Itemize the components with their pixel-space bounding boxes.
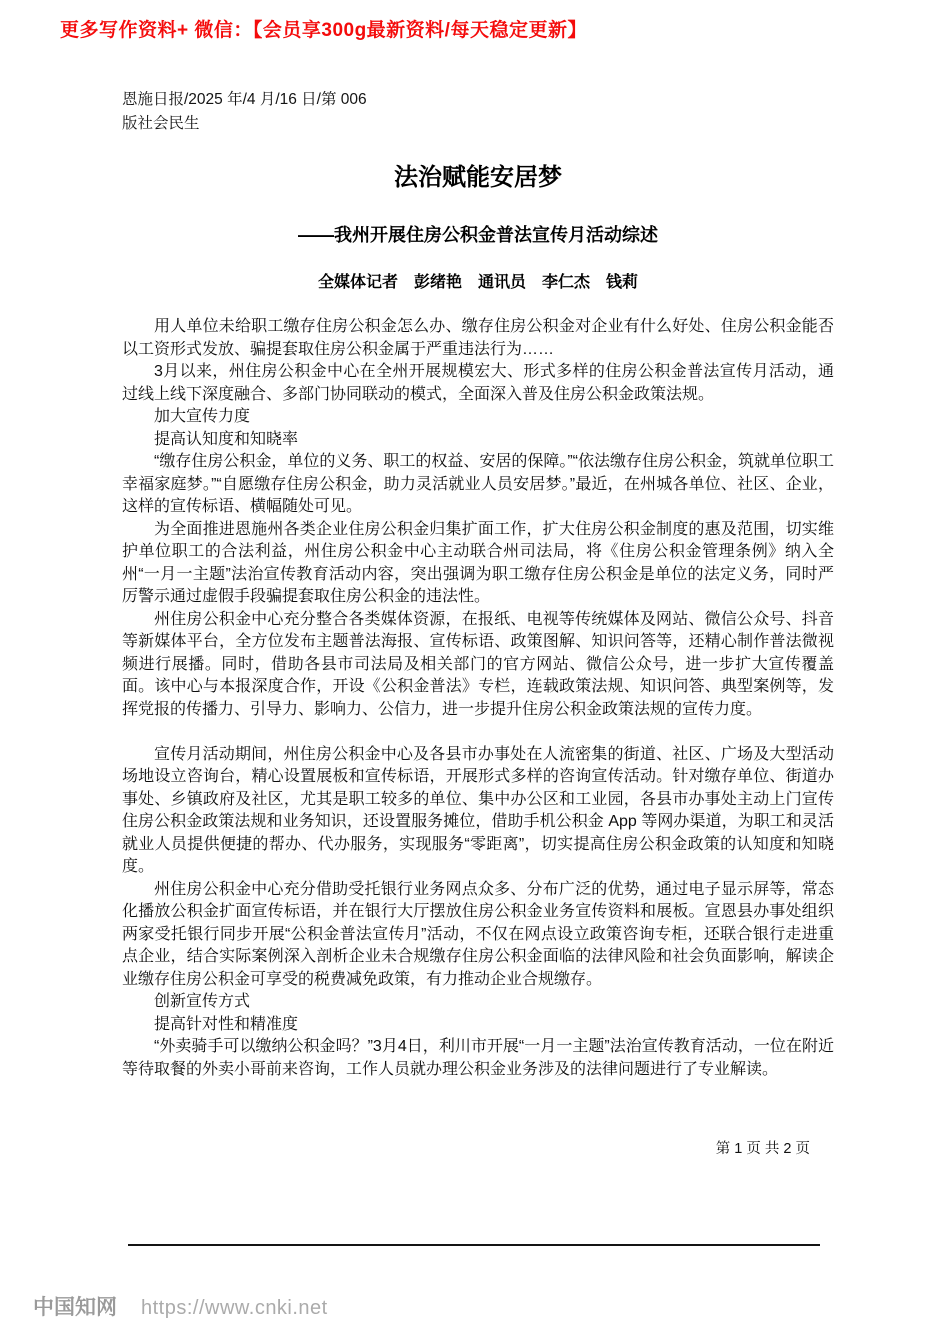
article-paragraph xyxy=(122,721,834,744)
source-info xyxy=(122,88,834,136)
article-paragraph: “缴存住房公积金，单位的义务、职工的权益、安居的保障。”“依法缴存住房公积金，筑就单位职工幸福家庭梦。”“自愿缴存住房公积金，助力灵活就业人员安居梦。”最近，在州城各单位、社区、企业，这样的宣传标语、横幅随处可见。 xyxy=(122,453,834,515)
article-byline: 全媒体记者 彭绪艳 通讯员 李仁杰 钱莉 xyxy=(317,274,638,291)
article-subtitle: ——我州开展住房公积金普法宣传月活动综述 xyxy=(298,225,658,245)
article-body xyxy=(122,316,834,1081)
article-paragraph: 州住房公积金中心充分借助受托银行业务网点众多、分布广泛的优势，通过电子显示屏等，常态化播放公积金扩面宣传标语，并在银行大厅摆放住房公积金业务宣传资料和展板。宣恩县办事处组织两家受托银行同步开展“公积金普法宣传月”活动，不仅在网点设立政策咨询专柜，还联合银行走进重点企业，结合实际案例深入剖析企业未合规缴存住房公积金面临的法律风险和社会负面影响，解读企业缴存住房公积金可享受的税费减免政策，有力推动企业合规缴存。 xyxy=(122,880,834,988)
article-paragraph: 提高针对性和精准度 xyxy=(154,1015,299,1033)
article-paragraph: 提高认知度和知晓率 xyxy=(154,430,299,448)
article-paragraph: 为全面推进恩施州各类企业住房公积金归集扩面工作，扩大住房公积金制度的惠及范围，切实维护单位职工的合法利益，州住房公积金中心主动联合州司法局，将《住房公积金管理条例》纳入全州“一月一主题”法治宣传教育活动内容，突出强调为职工缴存住房公积金是单位的法定义务，同时严厉警示通过虚假手段骗提套取住房公积金的违法性。 xyxy=(122,520,834,605)
footer-divider xyxy=(128,1244,820,1246)
article-paragraph: 州住房公积金中心充分整合各类媒体资源，在报纸、电视等传统媒体及网站、微信公众号、抖音等新媒体平台，全方位发布主题普法海报、宣传标语、政策图解、知识问答等，还精心制作普法微视频进行展播。同时，借助各县市司法局及相关部门的官方网站、微信公众号，进一步扩大宣传覆盖面。该中心与本报深度合作，开设《公积金普法》专栏，连载政策法规、知识问答、典型案例等，发挥党报的传播力、引导力、影响力、公信力，进一步提升住房公积金政策法规的宣传力度。 xyxy=(122,610,834,718)
article-paragraph: “外卖骑手可以缴纳公积金吗？”3月4日，利川市开展“一月一主题”法治宣传教育活动，一位在附近等待取餐的外卖小哥前来咨询，工作人员就办理公积金业务涉及的法律问题进行了专业解读。 xyxy=(122,1038,834,1078)
article-paragraph: 3月以来，州住房公积金中心在全州开展规模宏大、形式多样的住房公积金普法宣传月活动，通过线上线下深度融合、多部门协同联动的模式，全面深入普及住房公积金政策法规。 xyxy=(122,363,834,403)
article-paragraph: 宣传月活动期间，州住房公积金中心及各县市办事处在人流密集的街道、社区、广场及大型活动场地设立咨询台，精心设置展板和宣传标语，开展形式多样的咨询宣传活动。针对缴存单位、街道办事处、乡镇政府及社区，尤其是职工较多的单位、集中办公区和工业园，各县市办事处主动上门宣传住房公积金政策法规和业务知识，还设置服务摊位，借助手机公积金 App 等网办渠道，为职工和灵活就业人员提供便捷的帮办、代办服务，实现服务“零距离”，切实提高住房公积金政策的认知度和知晓度。 xyxy=(122,745,834,875)
page-indicator: 第 1 页 共 2 页 xyxy=(715,1141,810,1157)
cnki-url-text: https://www.cnki.net xyxy=(141,1297,328,1319)
source-line-2: 版社会民生 xyxy=(122,115,200,132)
article-paragraph: 加大宣传力度 xyxy=(154,408,251,425)
promo-banner: 更多写作资料+ 微信：【会员享300g最新资料/每天稳定更新】 xyxy=(60,20,587,41)
article-title: 法治赋能安居梦 xyxy=(394,164,562,191)
cnki-brand-text: 中国知网 xyxy=(33,1296,117,1319)
article-paragraph: 创新宣传方式 xyxy=(154,993,251,1010)
article-paragraph: 用人单位未给职工缴存住房公积金怎么办、缴存住房公积金对企业有什么好处、住房公积金能否以工资形式发放、骗提套取住房公积金属于严重违法行为…… xyxy=(122,318,834,358)
source-line-1: 恩施日报/2025 年/4 月/16 日/第 006 xyxy=(122,91,367,108)
watermark xyxy=(33,1291,328,1321)
